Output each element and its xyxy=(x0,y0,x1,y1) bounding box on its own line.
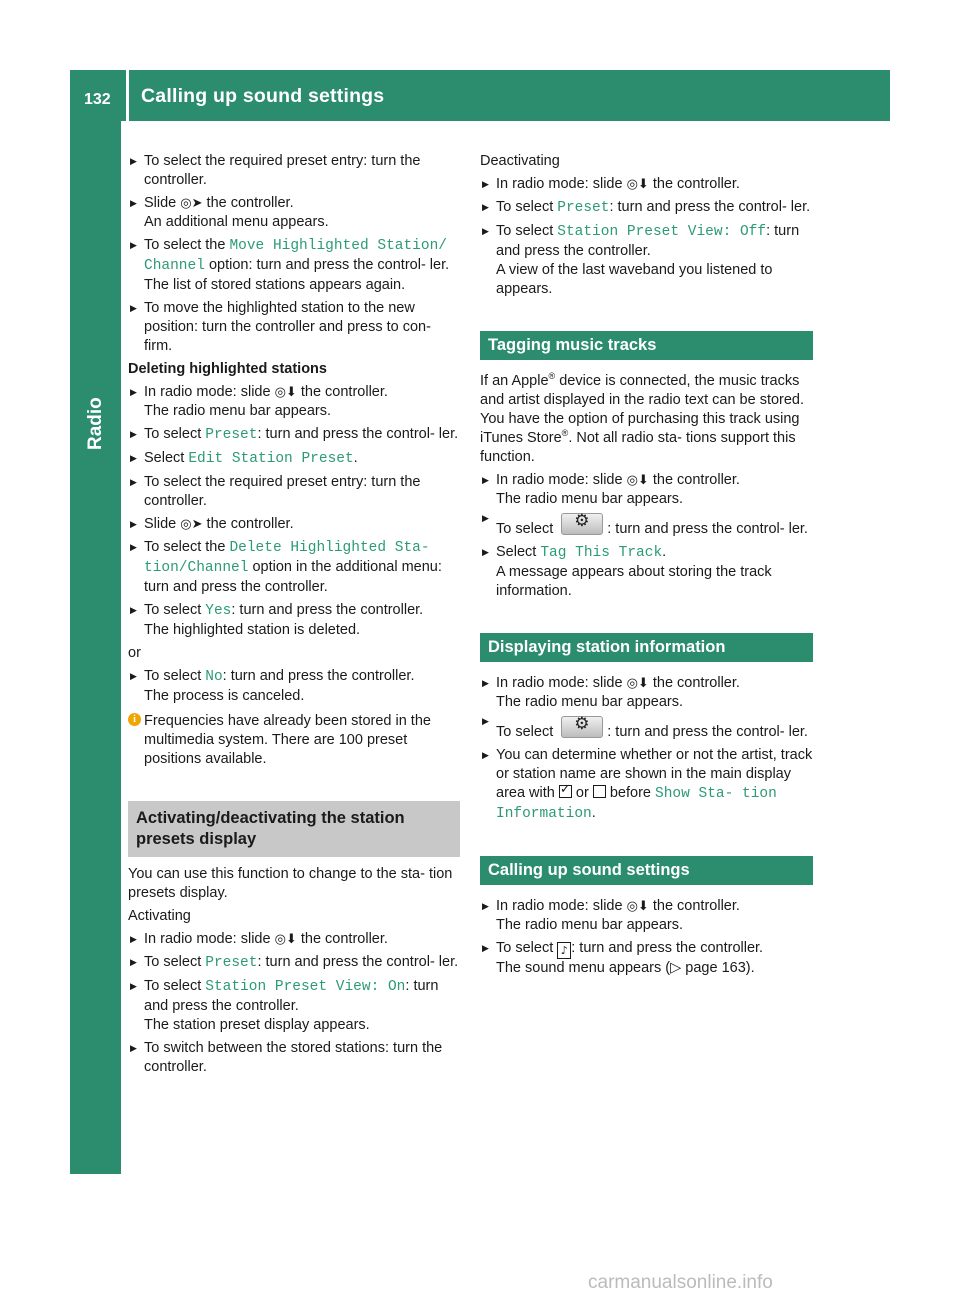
step: ▶ To select ♪ : turn and press the controller. The sound menu appears (▷ page 163). xyxy=(480,939,813,978)
page-ref-arrow-icon: ▷ xyxy=(670,960,682,976)
step: ▶ To select Preset: turn and press the control- ler. xyxy=(480,198,813,218)
side-tab-label: Radio xyxy=(85,397,106,450)
controller-slide-right-icon: ◎➤ xyxy=(180,517,203,532)
section-heading: Calling up sound settings xyxy=(480,856,813,885)
settings-button-icon xyxy=(561,513,603,535)
section-heading: Activating/deactivating the station presets display xyxy=(128,801,460,857)
section-heading: Displaying station information xyxy=(480,633,813,662)
menu-option-code: Edit Station Preset xyxy=(188,451,354,467)
menu-option-code: Preset xyxy=(205,955,258,971)
step: ▶ In radio mode: slide ◎⬇ the controller. The radio menu bar appears. xyxy=(128,383,460,421)
step: ▶ In radio mode: slide ◎⬇ the controller. The radio menu bar appears. xyxy=(480,674,813,712)
step: ▶ To select Station Preset View: Off: turn and press the controller. A view of the last waveband you listened to appears. xyxy=(480,222,813,299)
controller-slide-down-icon: ◎⬇ xyxy=(626,177,649,192)
step: ▶ To select the Delete Highlighted Sta- tion/Channel option in the additional menu: turn and press the controller. xyxy=(128,538,460,597)
menu-option-code: Tag This Track xyxy=(540,545,663,561)
controller-slide-right-icon: ◎➤ xyxy=(180,196,203,211)
step: ▶ To select ⚙ : turn and press the control- ler. xyxy=(480,513,813,539)
menu-option-code: Preset xyxy=(205,427,258,443)
step: ▶ To switch between the stored stations: turn the controller. xyxy=(128,1039,460,1077)
step: ▶ You can determine whether or not the artist, track or station name are shown in the main display area with ✓ or before Show Sta- tion Information. xyxy=(480,746,813,824)
or-text: or xyxy=(128,645,141,661)
step: ▶ In radio mode: slide ◎⬇ the controller. The radio menu bar appears. xyxy=(480,897,813,935)
page-number: 132 xyxy=(84,91,111,108)
section-heading: Tagging music tracks xyxy=(480,331,813,360)
menu-option-code: Yes xyxy=(205,603,232,619)
step: ▶ To select Yes: turn and press the controller. The highlighted station is deleted. xyxy=(128,601,460,640)
info-note: i Frequencies have already been stored in the multimedia system. There are 100 preset positions available. xyxy=(128,712,460,769)
step: ▶ Slide ◎➤ the controller. xyxy=(128,515,460,534)
paragraph: Deactivating xyxy=(480,153,560,169)
paragraph: Activating xyxy=(128,908,191,924)
menu-option-code: Station Preset View: On xyxy=(205,979,406,995)
checkbox-empty-icon xyxy=(593,785,606,798)
step: ▶ To select the Move Highlighted Station/ Channel option: turn and press the control- ler. The list of stored stations appears again. xyxy=(128,236,460,295)
step: ▶ Select Edit Station Preset. xyxy=(128,449,460,469)
page-title: Calling up sound settings xyxy=(141,85,385,107)
step: ▶ In radio mode: slide ◎⬇ the controller. xyxy=(128,930,460,949)
subheading: Deleting highlighted stations xyxy=(128,361,327,377)
step: ▶ To move the highlighted station to the new position: turn the controller and press to con- firm. xyxy=(128,299,460,356)
menu-option-code: Preset xyxy=(557,200,610,216)
menu-option-code: Show Sta- tion Information xyxy=(496,786,777,822)
step: ▶ In radio mode: slide ◎⬇ the controller. xyxy=(480,175,813,194)
menu-option-code: Move Highlighted Station/ Channel xyxy=(144,238,447,274)
controller-slide-down-icon: ◎⬇ xyxy=(626,676,649,691)
right-column xyxy=(480,152,813,982)
checkbox-checked-icon xyxy=(559,785,572,798)
side-tab xyxy=(70,121,121,1174)
step: ▶ Select Tag This Track. A message appears about storing the track information. xyxy=(480,543,813,601)
controller-slide-down-icon: ◎⬇ xyxy=(274,385,297,400)
music-note-icon: ♪ xyxy=(557,942,571,959)
step: ▶ To select the required preset entry: turn the controller. xyxy=(128,473,460,511)
step: ▶ To select ⚙ : turn and press the control- ler. xyxy=(480,716,813,742)
watermark: carmanualsonline.info xyxy=(588,1272,773,1293)
step: ▶ To select the required preset entry: turn the controller. xyxy=(128,152,460,190)
controller-slide-down-icon: ◎⬇ xyxy=(274,932,297,947)
paragraph: If an Apple® device is connected, the music tracks and artist displayed in the radio text can be stored. You have the option of purchasing this track using iTunes Store®. Not all radio sta- tions support this function. xyxy=(480,371,805,465)
step: ▶ To select Station Preset View: On: turn and press the controller. The station preset display appears. xyxy=(128,977,460,1035)
left-column xyxy=(128,152,460,1081)
menu-option-code: Delete Highlighted Sta- tion/Channel xyxy=(144,540,430,576)
paragraph: You can use this function to change to the sta- tion presets display. xyxy=(128,866,453,901)
step: ▶ To select Preset: turn and press the control- ler. xyxy=(128,953,460,973)
step: ▶ Slide ◎➤ the controller. An additional menu appears. xyxy=(128,194,460,232)
step: ▶ To select No: turn and press the controller. The process is canceled. xyxy=(128,667,460,706)
menu-option-code: Station Preset View: Off xyxy=(557,224,767,240)
step: ▶ In radio mode: slide ◎⬇ the controller. The radio menu bar appears. xyxy=(480,471,813,509)
controller-slide-down-icon: ◎⬇ xyxy=(626,473,649,488)
menu-option-code: No xyxy=(205,669,223,685)
step: ▶ To select Preset: turn and press the control- ler. xyxy=(128,425,460,445)
controller-slide-down-icon: ◎⬇ xyxy=(626,899,649,914)
settings-button-icon xyxy=(561,716,603,738)
header-divider xyxy=(126,70,129,121)
info-icon: i xyxy=(128,713,141,726)
